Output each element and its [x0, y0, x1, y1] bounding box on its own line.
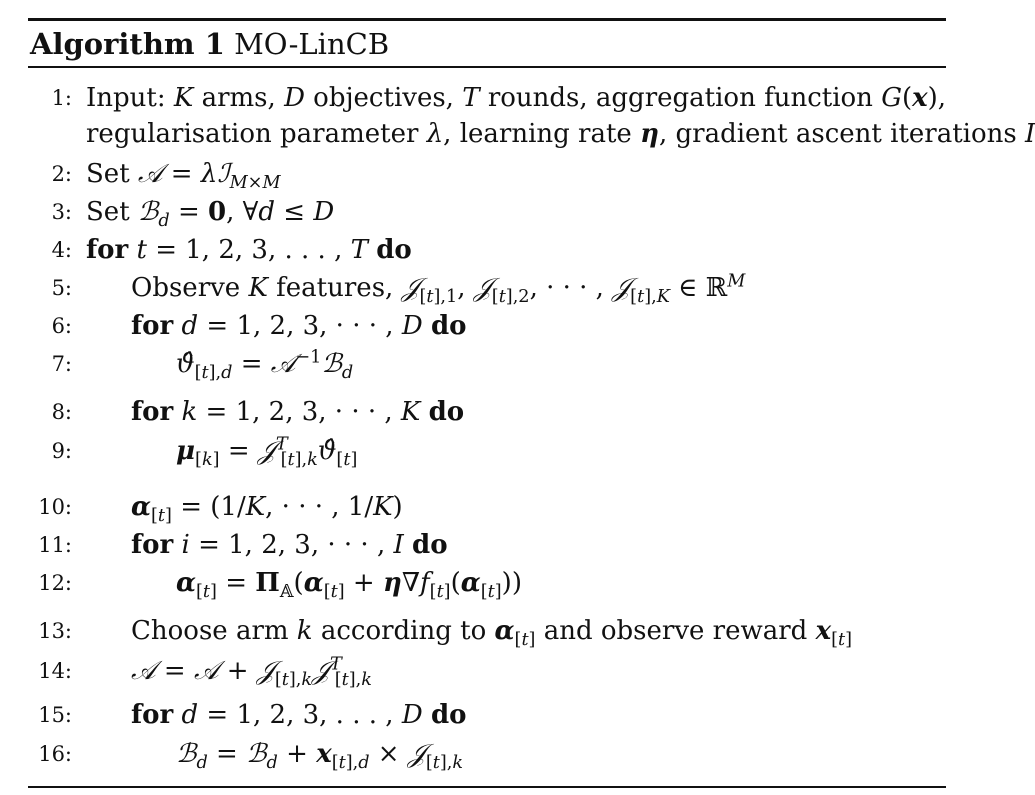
title-rule	[28, 66, 946, 68]
line-number: 15:	[38, 703, 72, 727]
algorithm-title	[30, 26, 389, 62]
line-content: Observe K features, 𝒥$_{[t],1}$, 𝒥$_{[t],2}$, · · · , 𝒥$_{[t],K}$ ∈ ℝ$^M$	[131, 271, 746, 308]
line-content: Choose arm k according to $\alpha_{[t]}$ and observe reward $x_{[t]}$	[131, 616, 853, 651]
line-content: $\alpha_{[t]} = \Pi_𝔸(\alpha_{[t]} + \eta\nabla f_{[t]}(\alpha_{[t]}))$	[176, 568, 522, 603]
line-content: Set 𝒜 = λℐ$_{M\times M}$	[86, 159, 281, 194]
line-number: 10:	[38, 495, 72, 519]
line-number: 4:	[51, 238, 72, 262]
line-number: 9:	[51, 439, 72, 463]
line-number: 6:	[51, 314, 72, 338]
line-content: $\mu_{[k]}$ = $𝒥^T_{[t],k}ϑ̂_{[t]}$	[176, 434, 358, 471]
line-number: 11:	[38, 533, 72, 557]
line-content: 𝒜 = 𝒜 + 𝒥$_{[t],k}$𝒥$^T_{[t],k}$	[131, 654, 373, 691]
line-number: 3:	[51, 200, 72, 224]
algorithm-name: MO-LinCB	[234, 27, 390, 61]
line-content: for k = 1, 2, 3, · · · , K do	[131, 397, 465, 427]
line-number: 14:	[38, 659, 72, 683]
line-content: for d = 1, 2, 3, · · · , D do	[131, 311, 467, 341]
line-content: Set ℬ$_d$ = 0, ∀d ≤ D	[86, 197, 335, 232]
bottom-rule	[28, 786, 946, 788]
line-number: 2:	[51, 162, 72, 186]
line-number: 13:	[38, 619, 72, 643]
line-content: for i = 1, 2, 3, · · · , I do	[131, 530, 448, 560]
line-content: $ϑ̂_{[t],d}$ = 𝒜$^{-1}$ℬ$_d$	[176, 347, 354, 384]
line-content: regularisation parameter λ, learning rate η, gradient ascent iterations I	[86, 119, 1035, 149]
line-content: ℬ$_d$ = ℬ$_d$ + $x_{[t],d}$ × 𝒥$_{[t],k}$	[176, 739, 464, 774]
line-content: $\alpha_{[t]} = (1/K$, · · · , 1/K)	[131, 492, 403, 527]
line-number: 7:	[51, 352, 72, 376]
line-number: 1:	[51, 86, 72, 110]
line-content: Input: K arms, D objectives, T rounds, aggregation function G(x),	[86, 83, 947, 113]
top-rule	[28, 18, 946, 21]
algorithm-label: Algorithm 1	[30, 27, 225, 61]
line-number: 16:	[38, 742, 72, 766]
line-number: 5:	[51, 276, 72, 300]
line-content: for d = 1, 2, 3, . . . , D do	[131, 700, 467, 730]
line-number: 12:	[38, 571, 72, 595]
line-content: for t = 1, 2, 3, . . . , T do	[86, 235, 412, 265]
line-number: 8:	[51, 400, 72, 424]
